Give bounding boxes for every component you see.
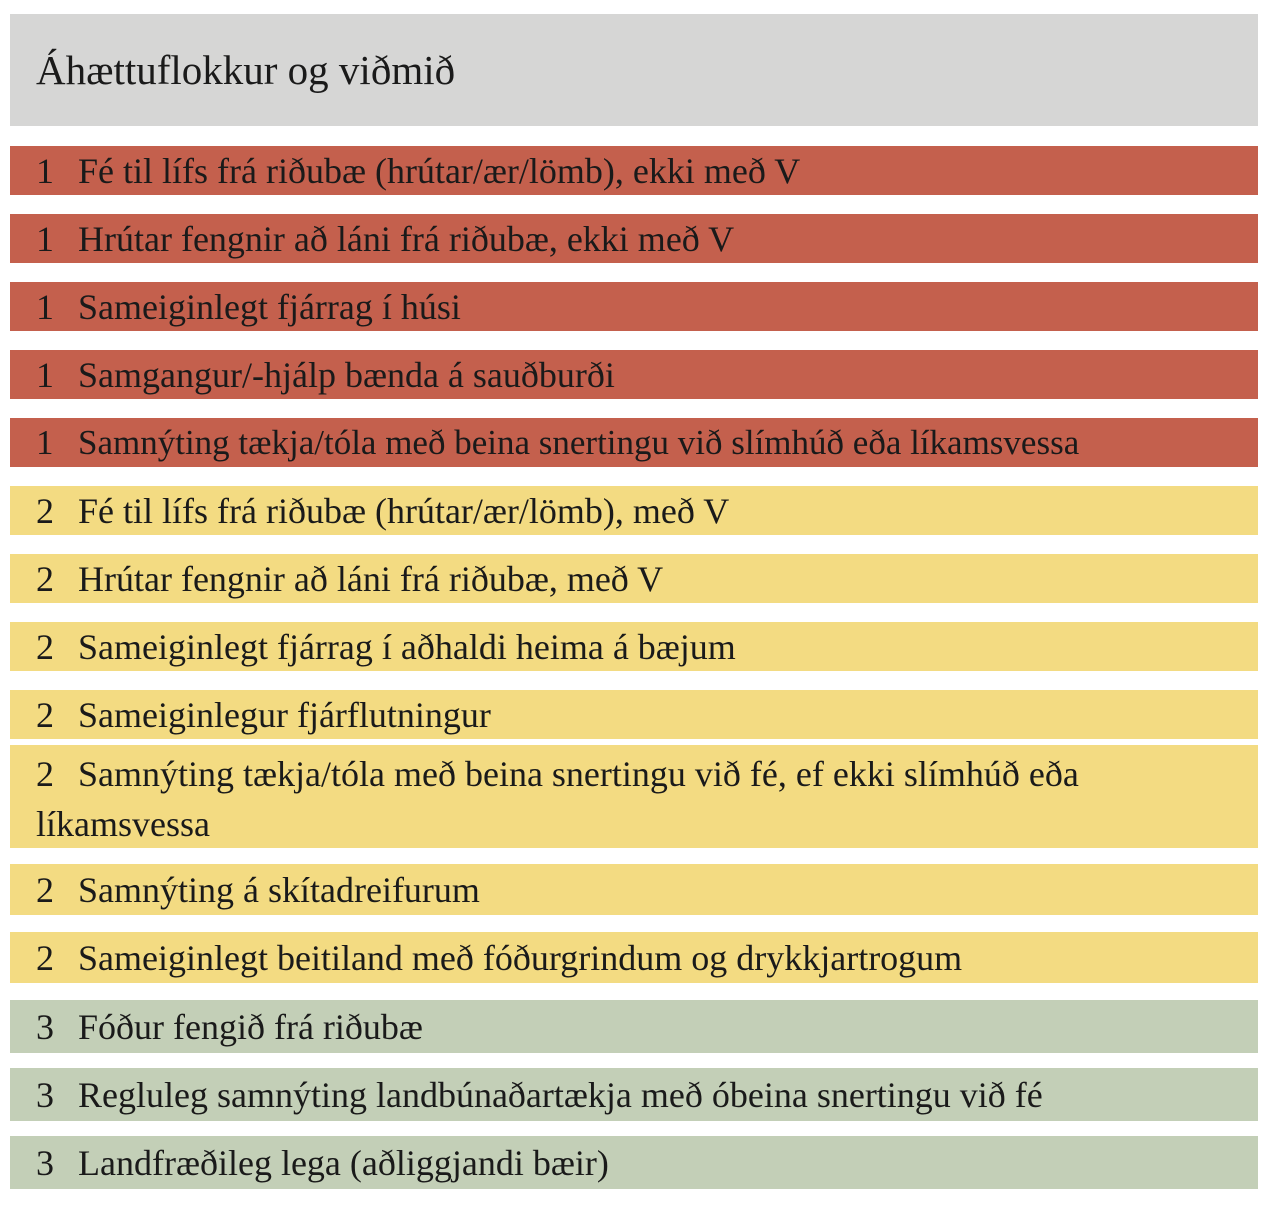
risk-category: 1 bbox=[36, 150, 54, 191]
risk-category: 2 bbox=[36, 558, 54, 599]
risk-category: 3 bbox=[36, 1074, 54, 1115]
risk-row bbox=[10, 1136, 1258, 1189]
risk-row bbox=[10, 350, 1258, 399]
risk-category: 1 bbox=[36, 354, 54, 395]
risk-category: 2 bbox=[36, 937, 54, 978]
risk-row-content bbox=[36, 749, 1168, 849]
risk-row bbox=[10, 690, 1258, 739]
risk-category: 2 bbox=[36, 626, 54, 667]
risk-category: 2 bbox=[36, 754, 54, 794]
risk-row bbox=[10, 932, 1258, 983]
risk-row bbox=[10, 214, 1258, 263]
risk-row bbox=[10, 864, 1258, 915]
risk-criterion: Fé til lífs frá riðubæ (hrútar/ær/lömb), ekki með V bbox=[78, 150, 801, 191]
risk-criterion: Sameiginlegt fjárrag í aðhaldi heima á bæjum bbox=[78, 626, 736, 667]
risk-row bbox=[10, 418, 1258, 467]
risk-row bbox=[10, 745, 1258, 848]
risk-criterion: Regluleg samnýting landbúnaðartækja með óbeina snertingu við fé bbox=[78, 1074, 1043, 1115]
table-title: Áhættuflokkur og viðmið bbox=[36, 47, 456, 93]
risk-category: 3 bbox=[36, 1006, 54, 1047]
risk-criterion: Samgangur/-hjálp bænda á sauðburði bbox=[78, 354, 615, 395]
risk-criterion: Fóður fengið frá riðubæ bbox=[78, 1006, 423, 1047]
risk-criterion: Hrútar fengnir að láni frá riðubæ, ekki með V bbox=[78, 218, 735, 259]
risk-criterion: Landfræðileg lega (aðliggjandi bæir) bbox=[78, 1142, 609, 1183]
risk-category: 2 bbox=[36, 694, 54, 735]
risk-criterion: Samnýting tækja/tóla með beina snertingu við fé, ef ekki slímhúð eða líkamsvessa bbox=[36, 754, 1079, 844]
risk-criterion: Sameiginlegur fjárflutningur bbox=[78, 694, 491, 735]
risk-row bbox=[10, 622, 1258, 671]
risk-row bbox=[10, 486, 1258, 535]
risk-row bbox=[10, 554, 1258, 603]
risk-criterion: Fé til lífs frá riðubæ (hrútar/ær/lömb), með V bbox=[78, 490, 730, 531]
risk-row bbox=[10, 146, 1258, 195]
table-header bbox=[10, 14, 1258, 126]
risk-category: 1 bbox=[36, 286, 54, 327]
risk-row bbox=[10, 282, 1258, 331]
risk-category: 2 bbox=[36, 869, 54, 910]
risk-criterion: Hrútar fengnir að láni frá riðubæ, með V bbox=[78, 558, 664, 599]
risk-category: 2 bbox=[36, 490, 54, 531]
risk-row bbox=[10, 1068, 1258, 1121]
risk-criterion: Samnýting á skítadreifurum bbox=[78, 869, 480, 910]
risk-category: 1 bbox=[36, 218, 54, 259]
risk-category: 3 bbox=[36, 1142, 54, 1183]
risk-row bbox=[10, 1000, 1258, 1053]
risk-criterion: Sameiginlegt beitiland með fóðurgrindum og drykkjartrogum bbox=[78, 937, 963, 978]
risk-criterion: Samnýting tækja/tóla með beina snertingu við slímhúð eða líkamsvessa bbox=[78, 422, 1080, 462]
risk-category: 1 bbox=[36, 422, 54, 462]
risk-criterion: Sameiginlegt fjárrag í húsi bbox=[78, 286, 461, 327]
